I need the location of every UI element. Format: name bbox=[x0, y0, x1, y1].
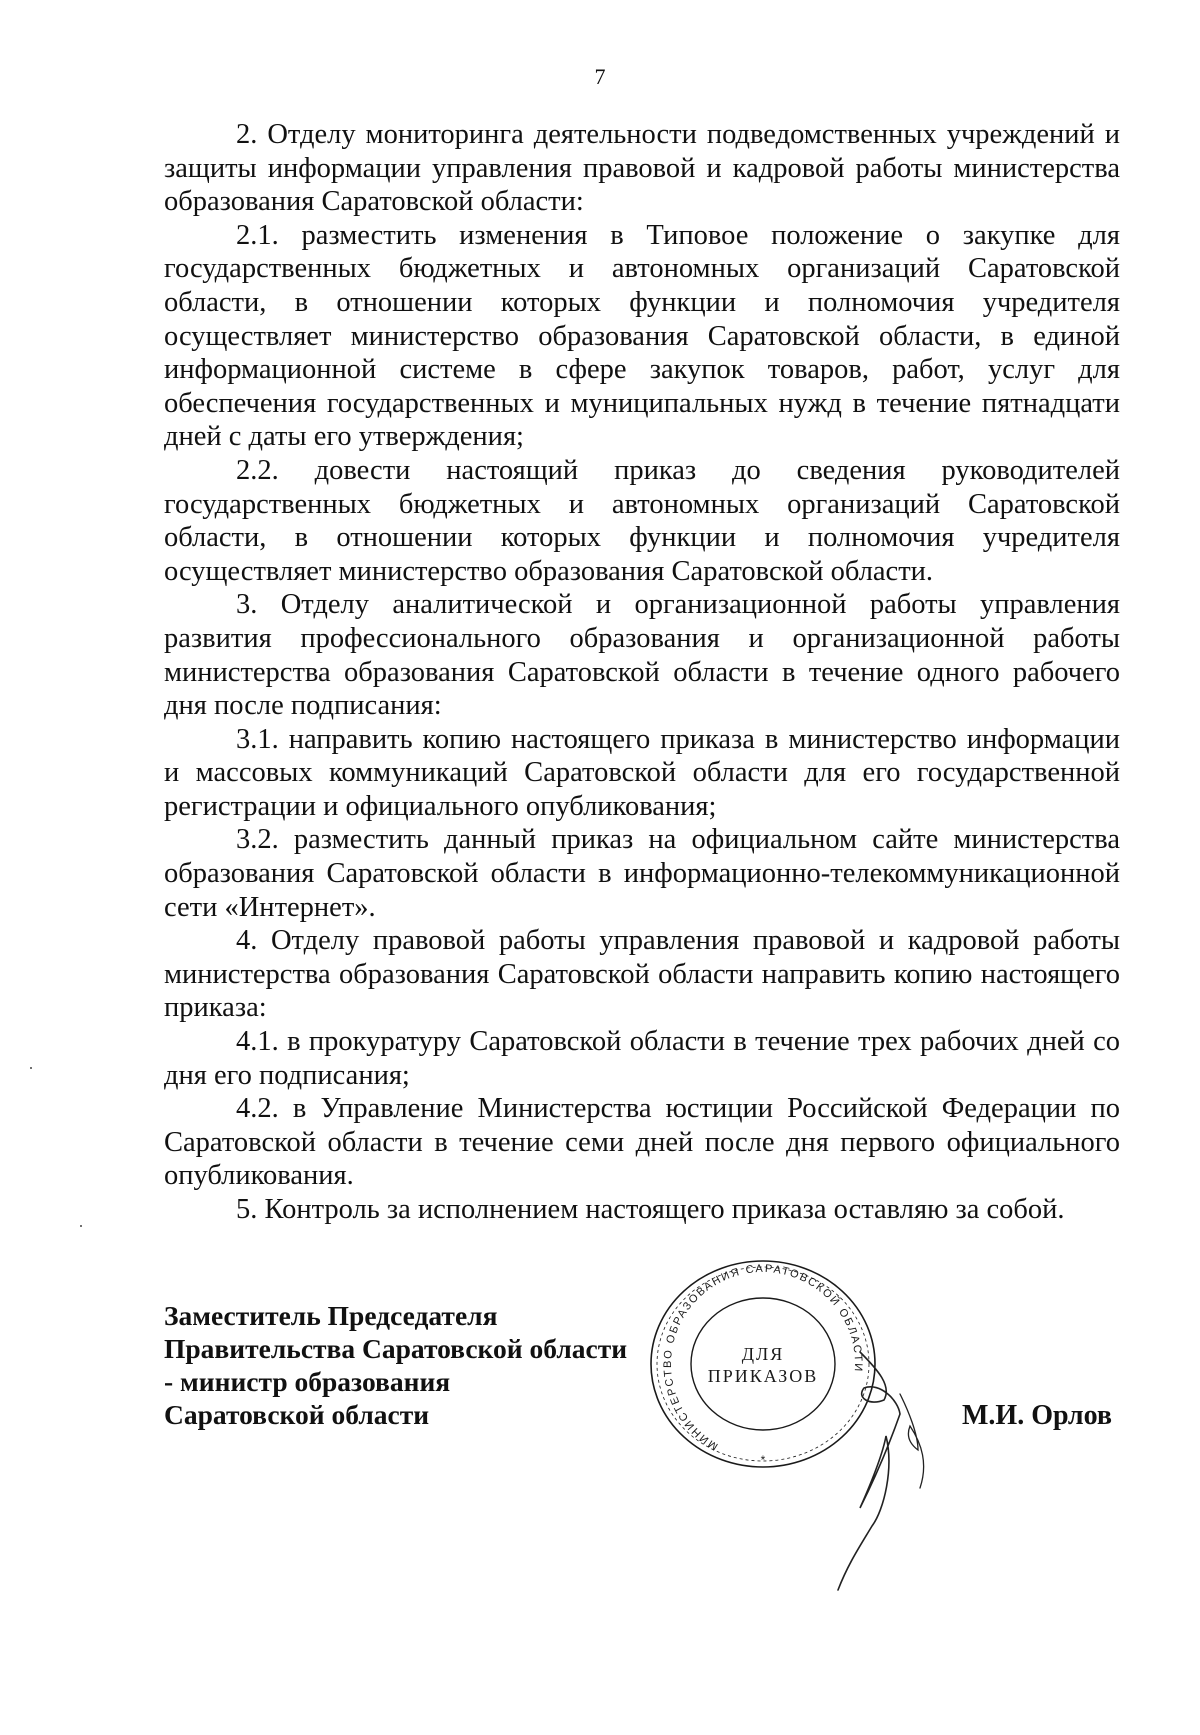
scan-speck bbox=[80, 1225, 82, 1227]
signatory-title-line: Заместитель Председателя bbox=[164, 1300, 498, 1331]
seal-outer-text: МИНИСТЕРСТВО ОБРАЗОВАНИЯ САРАТОВСКОЙ ОБЛАСТИ bbox=[661, 1262, 865, 1453]
paragraph-3: 3. Отделу аналитической и организационной работы управления развития профессионального образования и организационной работы министерства образования Саратовской области в течение одного рабочего дня после подписания: bbox=[164, 589, 1120, 722]
paragraph-2-1: 2.1. разместить изменения в Типовое положение о закупке для государственных бюджетных и автономных организаций Саратовской области, в отношении которых функции и полномочия учредителя осуществляет министерство образования Саратовской области, в единой информационной системе в сфере закупок товаров, работ, услуг для обеспечения государственных и муниципальных нужд в течение пятнадцати дней с даты его утверждения; bbox=[164, 219, 1120, 453]
seal-center-line: ДЛЯ bbox=[741, 1344, 785, 1364]
paragraph-4-2: 4.2. в Управление Министерства юстиции Российской Федерации по Саратовской области в течение семи дней после дня первого официального опубликования. bbox=[164, 1093, 1120, 1192]
paragraph-4: 4. Отделу правовой работы управления правовой и кадровой работы министерства образования Саратовской области направить копию настоящего приказа: bbox=[164, 925, 1120, 1024]
signer-name: М.И. Орлов bbox=[962, 1400, 1112, 1431]
paragraph-3-1: 3.1. направить копию настоящего приказа в министерство информации и массовых коммуникаций Саратовской области для его государственной регистрации и официального опубликования; bbox=[164, 723, 1120, 822]
scan-speck bbox=[30, 1067, 32, 1069]
handwritten-signature bbox=[760, 1340, 960, 1600]
signatory-title-line: Саратовской области bbox=[164, 1399, 430, 1430]
page-number: 7 bbox=[594, 64, 606, 89]
signatory-title bbox=[164, 1299, 627, 1431]
paragraph-5: 5. Контроль за исполнением настоящего приказа оставляю за собой. bbox=[236, 1194, 1065, 1225]
document-body bbox=[164, 118, 1120, 1227]
paragraph-4-1: 4.1. в прокуратуру Саратовской области в течение трех рабочих дней со дня его подписания; bbox=[164, 1026, 1120, 1091]
paragraph-3-2: 3.2. разместить данный приказ на официальном сайте министерства образования Саратовской области в информационно-телекоммуникационной сети «Интернет». bbox=[164, 824, 1120, 923]
paragraph-2-2: 2.2. довести настоящий приказ до сведения руководителей государственных бюджетных и автономных организаций Саратовской области, в отношении которых функции и полномочия учредителя осуществляет министерство образования Саратовской области. bbox=[164, 454, 1120, 587]
seal-center-line: ПРИКАЗОВ bbox=[707, 1366, 819, 1386]
paragraph-2: 2. Отделу мониторинга деятельности подведомственных учреждений и защиты информации управления правовой и кадровой работы министерства образования Саратовской области: bbox=[164, 119, 1120, 218]
signatory-title-line: - министр образования bbox=[164, 1366, 451, 1397]
seal-star: * bbox=[760, 1453, 766, 1467]
signatory-title-line: Правительства Саратовской области bbox=[164, 1333, 628, 1364]
